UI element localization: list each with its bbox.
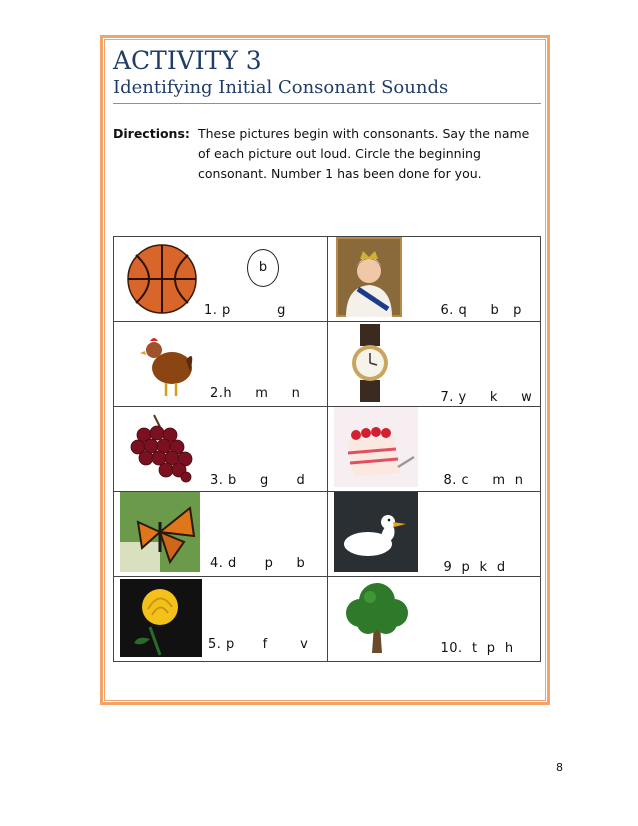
activity-title: ACTIVITY 3 bbox=[113, 46, 262, 75]
worksheet-grid bbox=[113, 236, 541, 662]
tree-icon bbox=[342, 579, 412, 655]
item-options-1: 1. p g bbox=[204, 303, 286, 318]
rose-icon bbox=[120, 579, 202, 657]
page-number: 8 bbox=[556, 761, 563, 774]
item-cell-1 bbox=[114, 237, 328, 322]
item-options-6: 6. q b p bbox=[440, 303, 522, 318]
grapes-icon bbox=[124, 413, 198, 483]
activity-subtitle: Identifying Initial Consonant Sounds bbox=[113, 77, 449, 98]
item-cell-7 bbox=[327, 322, 541, 407]
item-options-7: 7. y k w bbox=[440, 390, 533, 405]
queen-icon bbox=[336, 237, 402, 317]
item-options-8: 8. c m n bbox=[443, 473, 524, 488]
item-cell-3 bbox=[114, 407, 328, 492]
chicken-icon bbox=[138, 328, 196, 398]
item-cell-9 bbox=[327, 492, 541, 577]
item-cell-6 bbox=[327, 237, 541, 322]
item-options-5: 5. p f v bbox=[208, 637, 309, 652]
item-options-3: 3. b g d bbox=[210, 473, 306, 488]
item-cell-2 bbox=[114, 322, 328, 407]
item-cell-5 bbox=[114, 577, 328, 662]
item-cell-8 bbox=[327, 407, 541, 492]
title-underline bbox=[113, 103, 541, 104]
item-options-10: 10. t p h bbox=[440, 641, 514, 656]
duck-icon bbox=[334, 492, 418, 572]
item-cell-10 bbox=[327, 577, 541, 662]
basketball-icon bbox=[122, 241, 202, 317]
item-options-9: 9 p k d bbox=[443, 560, 506, 575]
watch-icon bbox=[348, 324, 392, 402]
item-options-4: 4. d p b bbox=[210, 556, 306, 571]
item-cell-4 bbox=[114, 492, 328, 577]
item-options-2: 2.h m n bbox=[210, 386, 301, 401]
directions-text: These pictures begin with consonants. Say the name of each picture out loud. Circle the beginning consonant. Number 1 has been done for you. bbox=[198, 126, 530, 181]
directions-label: Directions: bbox=[113, 126, 190, 141]
butterfly-icon bbox=[120, 492, 200, 572]
cake-icon bbox=[334, 407, 418, 487]
circled-answer: b bbox=[247, 249, 279, 287]
